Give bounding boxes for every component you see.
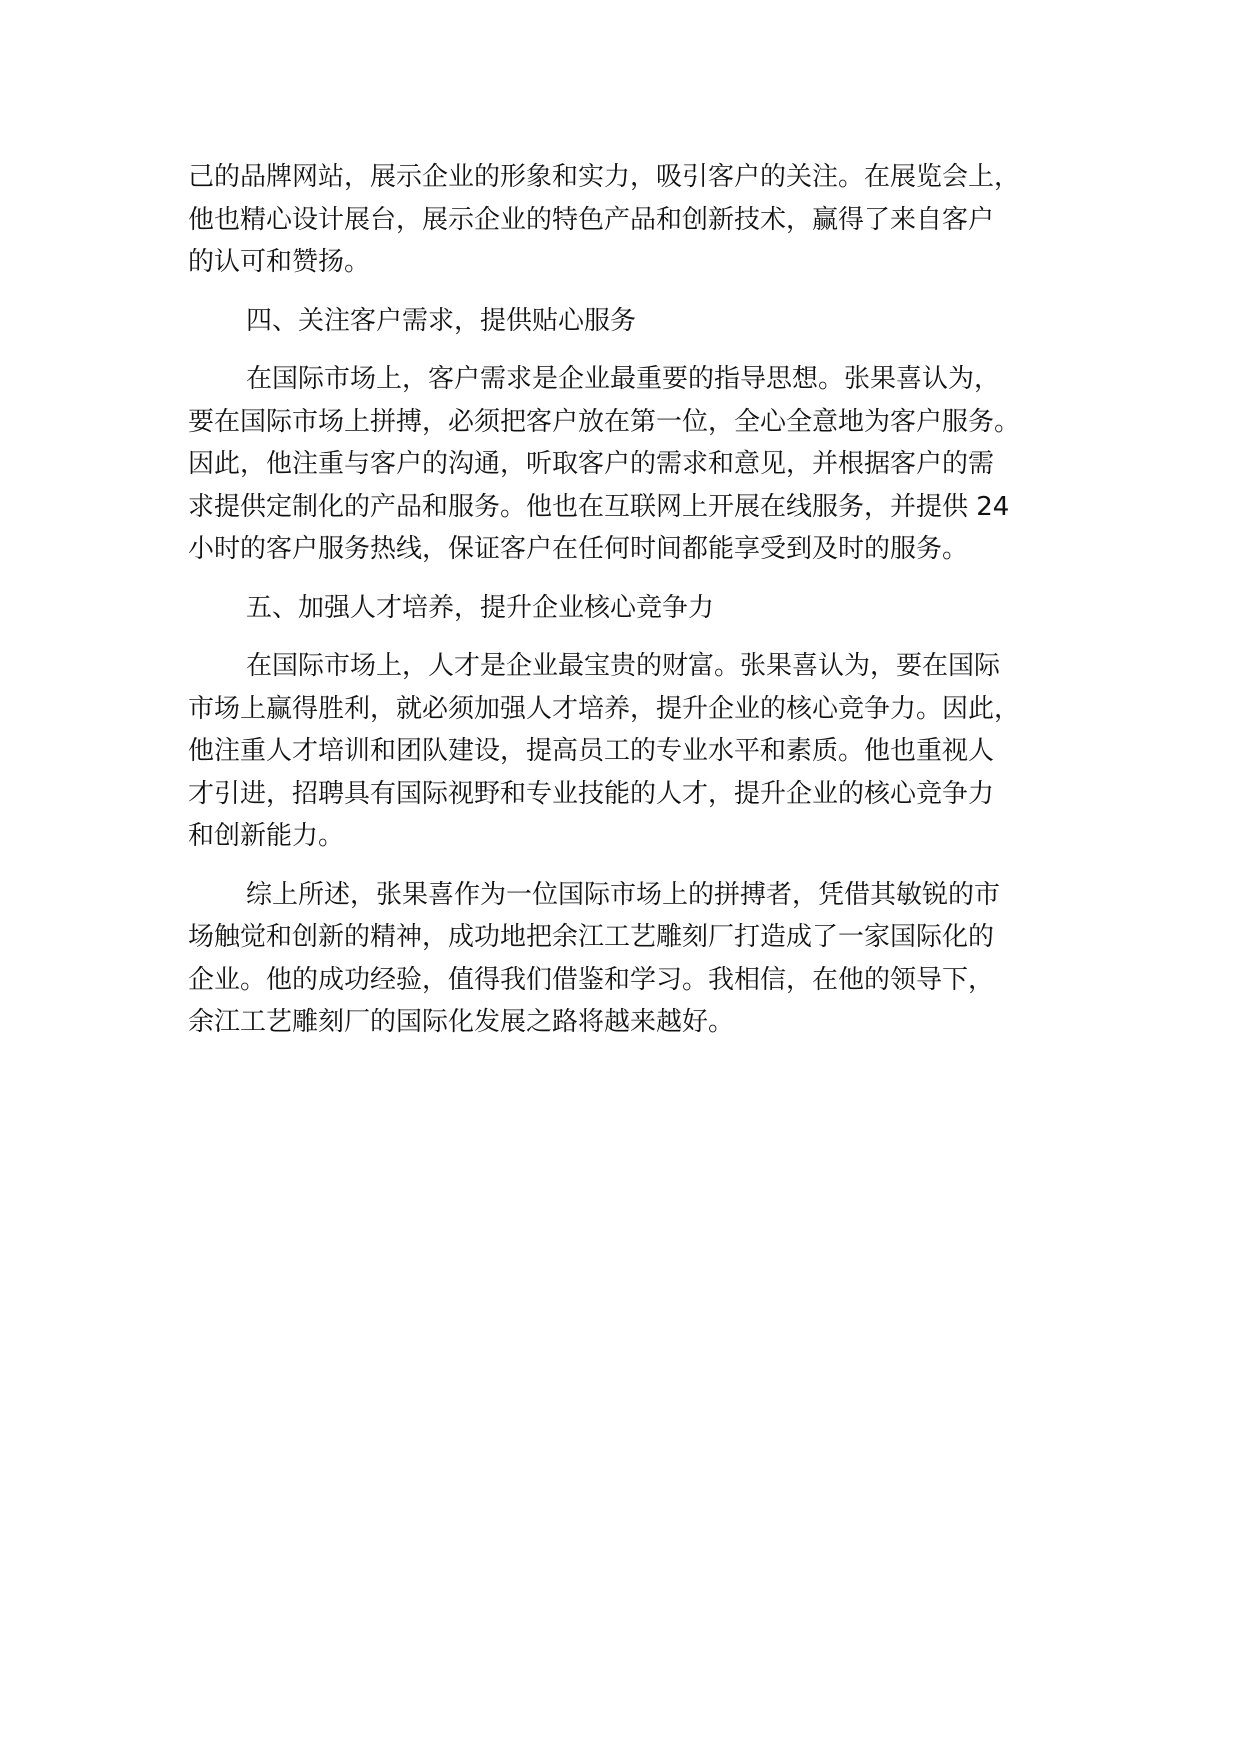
text-line: 他也精心设计展台，展示企业的特色产品和创新技术，赢得了来自客户 bbox=[188, 204, 995, 235]
section-heading-4 bbox=[188, 300, 1088, 343]
text-line: 和创新能力。 bbox=[188, 821, 345, 851]
text-line: 才引进，招聘具有国际视野和专业技能的人才，提升企业的核心竞争力 bbox=[188, 778, 995, 809]
heading-text: 四、关注客户需求，提供贴心服务 bbox=[246, 305, 637, 336]
text-line: 余江工艺雕刻厂的国际化发展之路将越来越好。 bbox=[188, 1007, 735, 1037]
paragraph-conclusion bbox=[188, 874, 1088, 1044]
document-body bbox=[188, 156, 1088, 1044]
text-line: 综上所述，张果喜作为一位国际市场上的拼搏者，凭借其敏锐的市 bbox=[246, 879, 1001, 910]
text-line: 市场上赢得胜利，就必须加强人才培养，提升企业的核心竞争力。因此， bbox=[188, 693, 1021, 724]
text-line: 他注重人才培训和团队建设，提高员工的专业水平和素质。他也重视人 bbox=[188, 736, 995, 766]
text-line: 场触觉和创新的精神，成功地把余江工艺雕刻厂打造成了一家国际化的 bbox=[188, 922, 995, 952]
text-line: 的认可和赞扬。 bbox=[188, 247, 371, 277]
paragraph-continuation bbox=[188, 156, 1088, 284]
paragraph-talent bbox=[188, 645, 1088, 858]
text-line: 要在国际市场上拼搏，必须把客户放在第一位，全心全意地为客户服务。 bbox=[188, 406, 1021, 437]
text-line: 因此，他注重与客户的沟通，听取客户的需求和意见，并根据客户的需 bbox=[188, 449, 995, 479]
text-line: 己的品牌网站，展示企业的形象和实力，吸引客户的关注。在展览会上， bbox=[188, 162, 1021, 192]
text-line: 在国际市场上，客户需求是企业最重要的指导思想。张果喜认为， bbox=[246, 364, 1001, 394]
text-line: 在国际市场上，人才是企业最宝贵的财富。张果喜认为，要在国际 bbox=[246, 651, 1001, 681]
section-heading-5 bbox=[188, 587, 1088, 630]
paragraph-customer-needs bbox=[188, 358, 1088, 571]
text-line: 企业。他的成功经验，值得我们借鉴和学习。我相信，在他的领导下， bbox=[188, 964, 995, 995]
text-line: 小时的客户服务热线，保证客户在任何时间都能享受到及时的服务。 bbox=[188, 534, 969, 564]
heading-text: 五、加强人才培养，提升企业核心竞争力 bbox=[246, 592, 715, 623]
text-line: 求提供定制化的产品和服务。他也在互联网上开展在线服务，并提供 24 bbox=[188, 491, 1010, 522]
